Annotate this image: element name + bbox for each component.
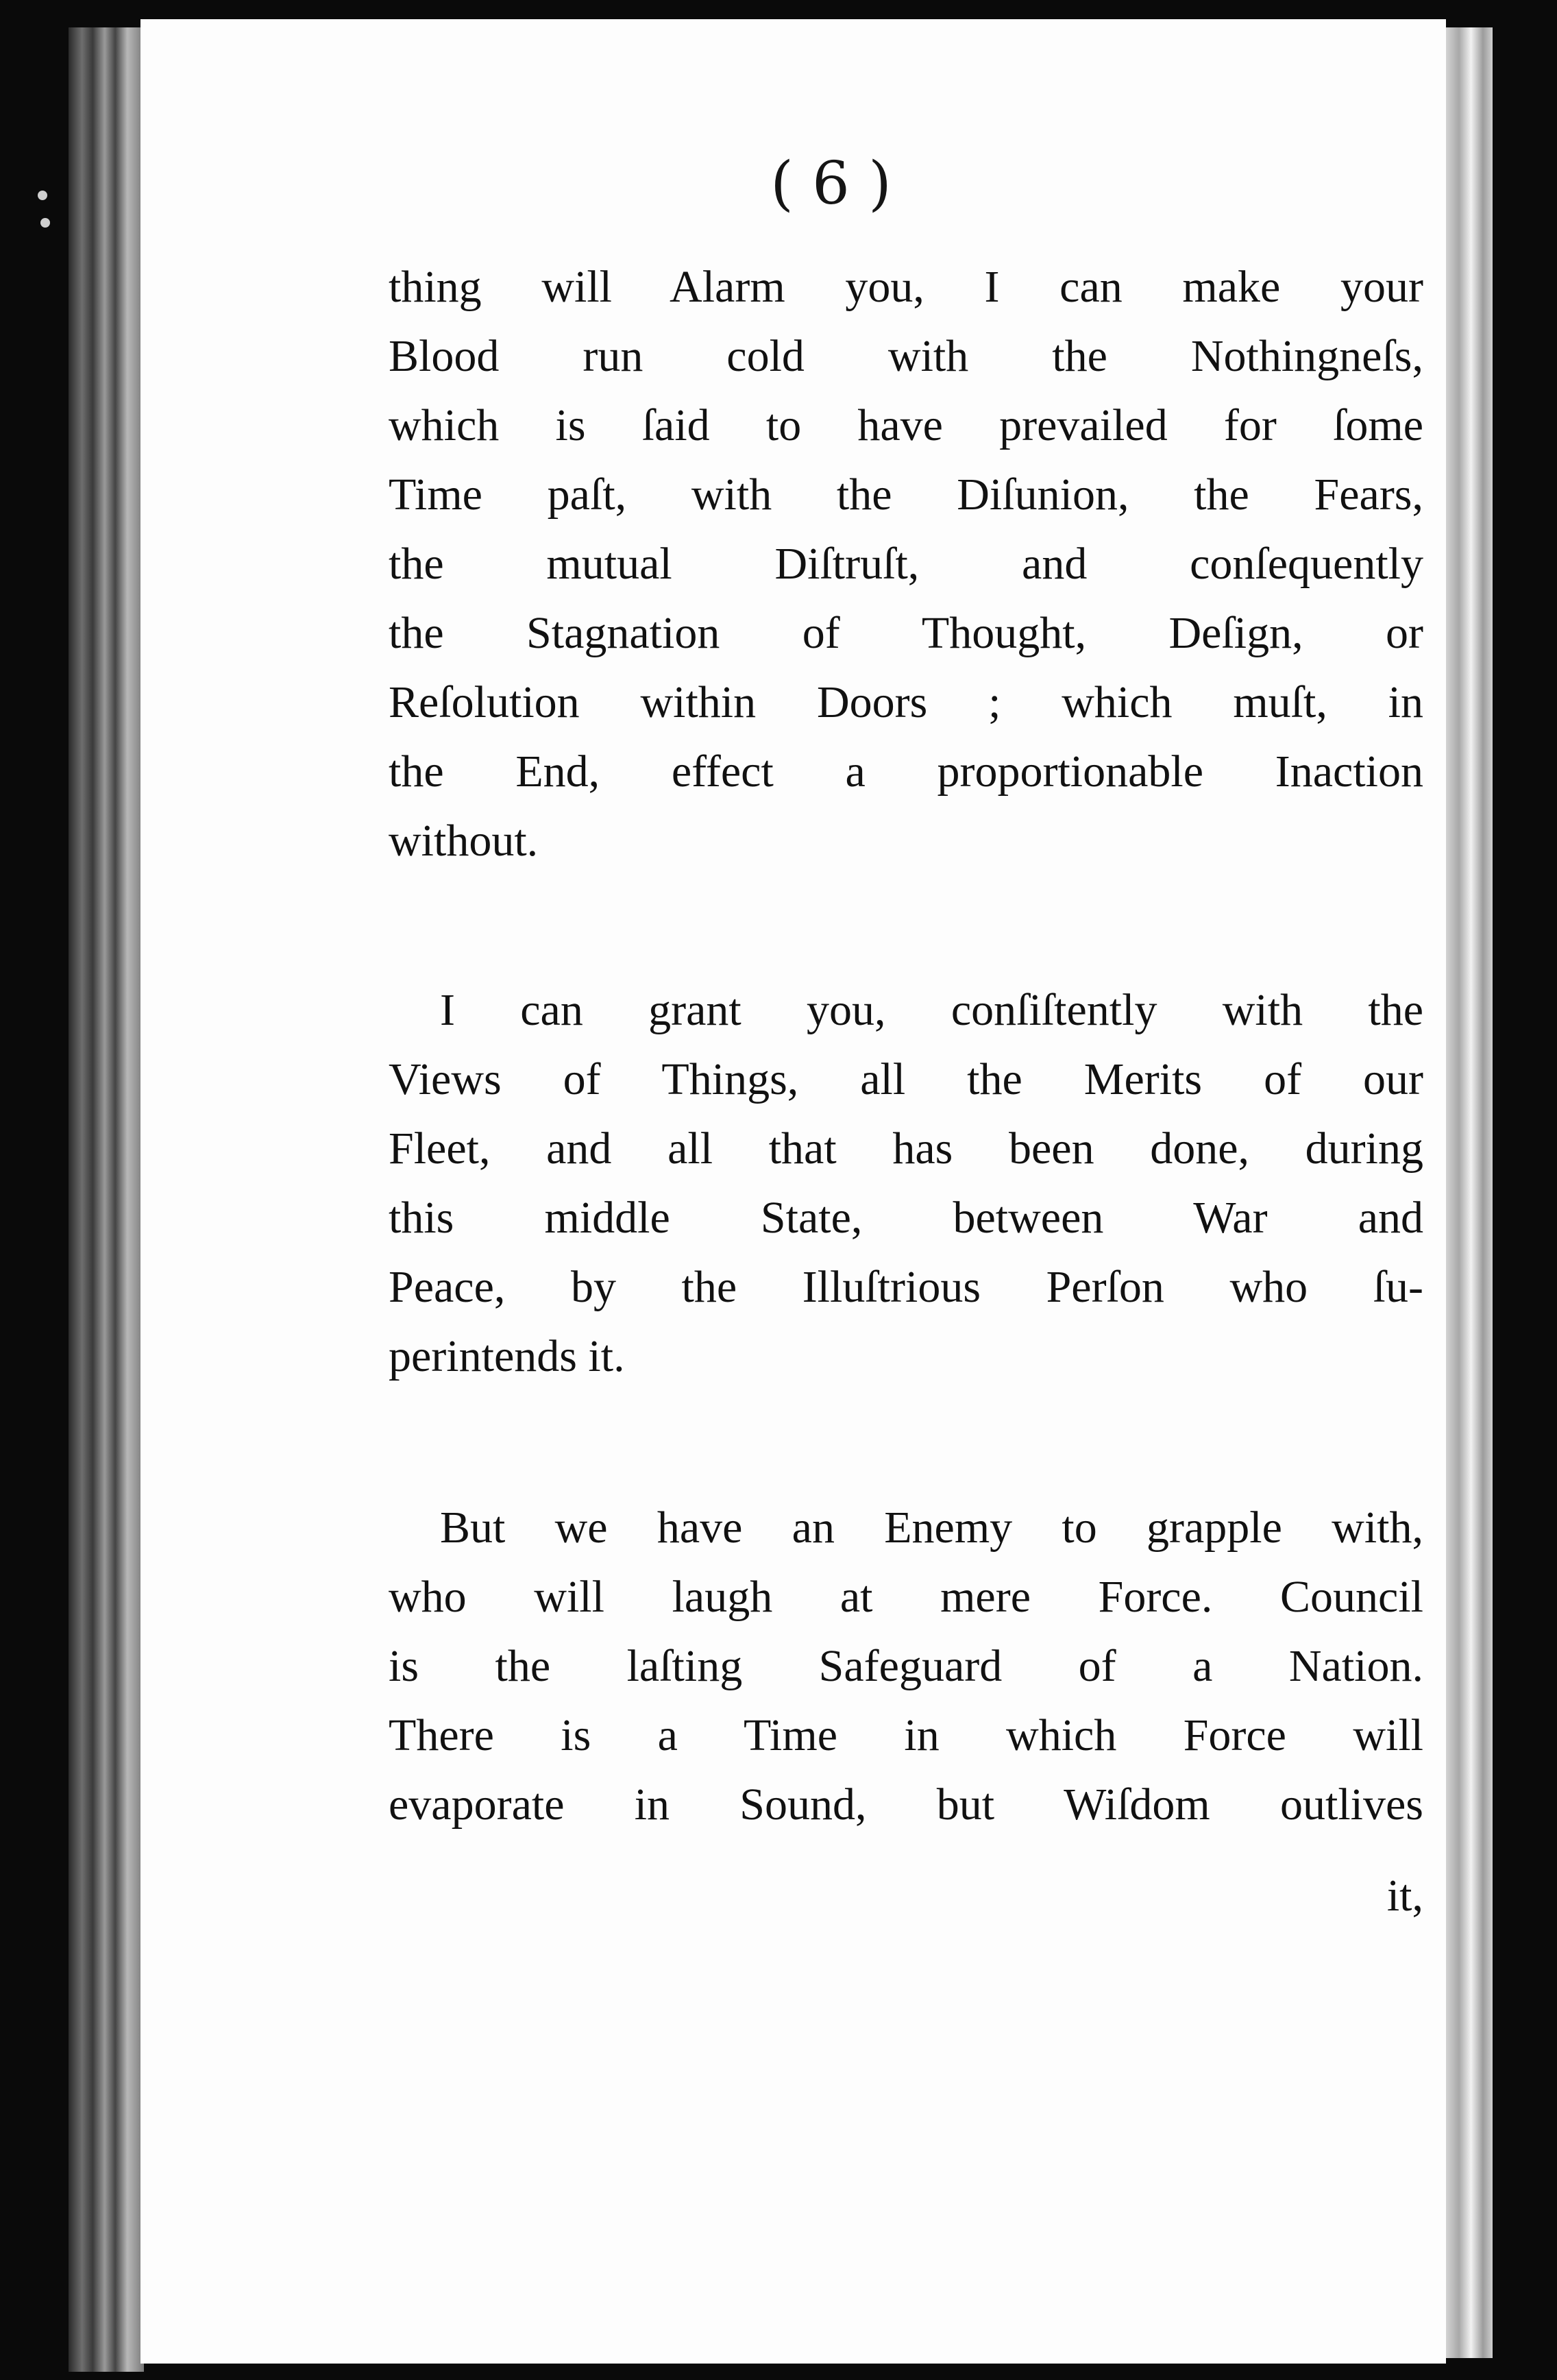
text-line: who will laugh at mere Force. Council [389, 1572, 1423, 1622]
book-binding [69, 27, 144, 2372]
text-line: the Stagnation of Thought, Deſign, or [389, 608, 1423, 658]
text-line: I can grant you, conſiſtently with the [440, 985, 1423, 1035]
book-page [140, 19, 1446, 2364]
text-line: which is ſaid to have prevailed for ſome [389, 400, 1423, 450]
text-line: But we have an Enemy to grapple with, [440, 1503, 1423, 1553]
catchword: it, [1386, 1871, 1423, 1921]
scan-speck [38, 191, 47, 200]
text-line: Fleet, and all that has been done, during [389, 1124, 1423, 1174]
text-line: without. [389, 816, 539, 866]
text-line: perintends it. [389, 1331, 625, 1381]
text-line: Blood run cold with the Nothingneſs, [389, 331, 1423, 381]
text-line: Time paſt, with the Diſunion, the Fears, [389, 470, 1423, 520]
text-line: There is a Time in which Force will [389, 1710, 1423, 1760]
text-line: the mutual Diſtruſt, and conſequently [389, 539, 1423, 589]
text-line: Reſolution within Doors ; which muſt, in [389, 677, 1423, 727]
text-line: Peace, by the Illuſtrious Perſon who ſu- [389, 1262, 1423, 1312]
text-line: is the laſting Safeguard of a Nation. [389, 1641, 1423, 1691]
paragraph-2 [389, 975, 1423, 1391]
text-line: evaporate in Sound, but Wiſdom outlives [389, 1780, 1423, 1830]
paragraph-3 [389, 1493, 1423, 1839]
page-edge [1445, 27, 1493, 2358]
text-line: thing will Alarm you, I can make your [389, 262, 1423, 312]
page-number: ( 6 ) [770, 149, 892, 218]
scan-speck [40, 218, 50, 228]
paragraph-1 [389, 252, 1423, 875]
text-line: this middle State, between War and [389, 1193, 1423, 1243]
text-line: the End, effect a proportionable Inaction [389, 746, 1423, 797]
text-line: Views of Things, all the Merits of our [389, 1054, 1423, 1104]
